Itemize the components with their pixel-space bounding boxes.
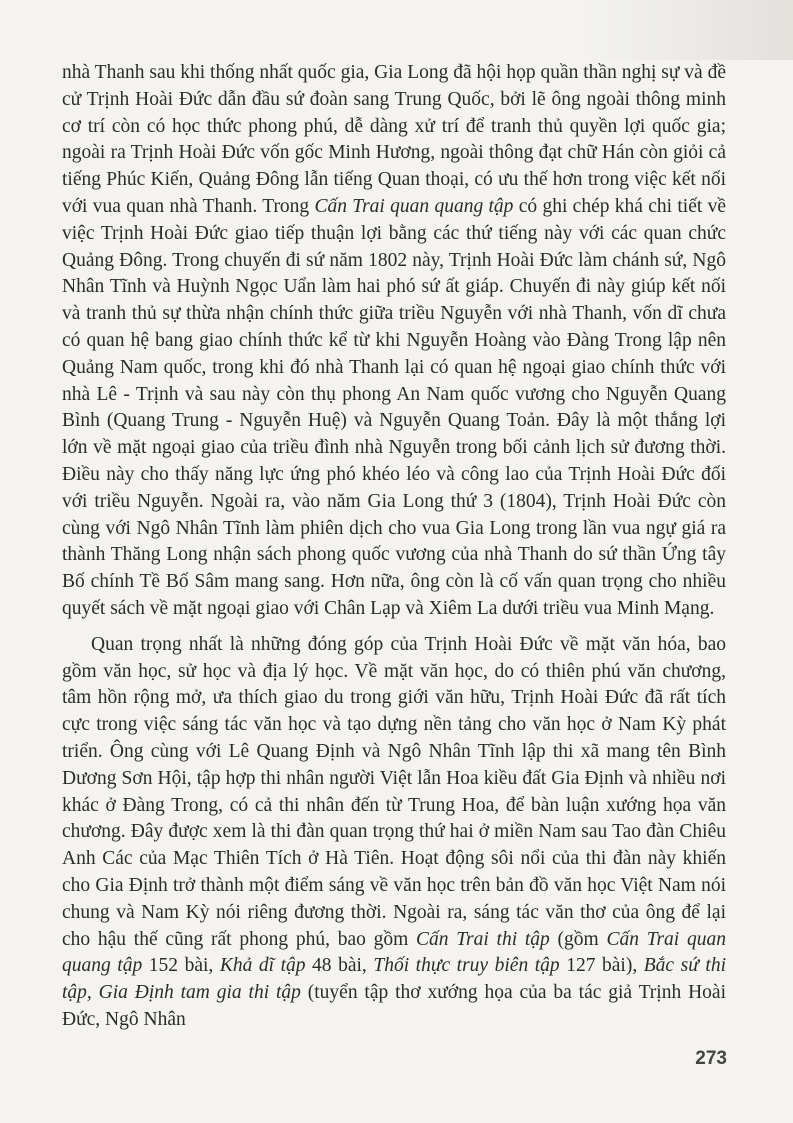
text-run: 127 bài),: [559, 955, 644, 977]
text-run: (gồm: [549, 928, 607, 950]
scan-shadow: [583, 0, 793, 60]
text-run: Quan trọng nhất là những đóng góp của Trịnh Hoài Đức về mặt văn hóa, bao gồm văn học, sử học và địa lý học. Về mặt văn học, do có thiên phú văn chương, tâm hồn rộng mở, ưa thích giao du trong giới văn hữu, Trịnh Hoài Đức đã rất tích cực trong việc sáng tác văn học và tạo dựng nền tảng cho văn học ở Nam Kỳ phát triển. Ông cùng với Lê Quang Định và Ngô Nhân Tĩnh lập thi xã mang tên Bình Dương Sơn Hội, tập hợp thi nhân người Việt lẫn Hoa kiều đất Gia Định và nhiều nơi khác ở Đàng Trong, có cả thi nhân đến từ Trung Hoa, để bàn luận xướng họa văn chương. Đây được xem là thi đàn quan trọng thứ hai ở miền Nam sau Tao đàn Chiêu Anh Các của Mạc Thiên Tích ở Hà Tiên. Hoạt động sôi nổi của thi đàn này khiến cho Gia Định trở thành một điểm sáng về văn học trên bản đồ văn học Việt Nam nói chung và Nam Kỳ nói riêng đương thời. Ngoài ra, sáng tác văn thơ của ông để lại cho hậu thế cũng rất phong phú, bao gồm: [62, 633, 726, 950]
text-run: có ghi chép khá chi tiết về việc Trịnh Hoài Đức giao tiếp thuận lợi bằng các thứ tiếng này với các quan chức Quảng Đông. Trong chuyến đi sứ năm 1802 này, Trịnh Hoài Đức làm chánh sứ, Ngô Nhân Tĩnh và Huỳnh Ngọc Uẩn làm hai phó sứ ất giáp. Chuyến đi này giúp kết nối và tranh thủ sự thừa nhận chính thức giữa triều Nguyễn với nhà Thanh, vốn dĩ chưa có quan hệ bang giao chính thức kể từ khi Nguyễn Hoàng vào Đàng Trong lập nên Quảng Nam quốc, trong khi đó nhà Thanh lại có quan hệ ngoại giao chính thức với nhà Lê - Trịnh và sau này còn thụ phong An Nam quốc vương cho Nguyễn Quang Bình (Quang Trung - Nguyễn Huệ) và Nguyễn Quang Toản. Đây là một thắng lợi lớn về mặt ngoại giao của triều đình nhà Nguyễn trong bối cảnh lịch sử đương thời. Điều này cho thấy năng lực ứng phó khéo léo và công lao của Trịnh Hoài Đức đối với triều Nguyễn. Ngoài ra, vào năm Gia Long thứ 3 (1804), Trịnh Hoài Đức còn cùng với Ngô Nhân Tĩnh làm phiên dịch cho vua Gia Long trong lần vua ngự giá ra thành Thăng Long nhận sách phong quốc vương của nhà Thanh do sứ thần Ứng tây Bố chính Tề Bố Sâm mang sang. Hơn nữa, ông còn là cố vấn quan trọng cho nhiều quyết sách về mặt ngoại giao với Chân Lạp và Xiêm La dưới triều vua Minh Mạng.: [62, 195, 727, 619]
text-run: 152 bài,: [142, 955, 220, 977]
page-number: 273: [695, 1048, 727, 1069]
text-run: 48 bài,: [305, 955, 374, 977]
book-title: Thối thực truy biên tập: [373, 955, 560, 977]
text-run: nhà Thanh sau khi thống nhất quốc gia, Gia Long đã hội họp quần thần nghị sự và đề cử Trịnh Hoài Đức dẫn đầu sứ đoàn sang Trung Quốc, bởi lẽ ông ngoài thông minh cơ trí còn có học thức phong phú, dễ dàng xử trí để tranh thủ quyền lợi quốc gia; ngoài ra Trịnh Hoài Đức vốn gốc Minh Hương, ngoài thông đạt chữ Hán còn giỏi cả tiếng Phúc Kiến, Quảng Đông lẫn tiếng Quan thoại, có ưu thế hơn trong việc kết nối với vua quan nhà Thanh. Trong: [62, 62, 726, 217]
book-title: Bắc sứ thi tập, Gia Định tam gia thi tập: [62, 955, 726, 1004]
paragraph-2: [62, 632, 726, 1034]
book-title: Khả dĩ tập: [219, 955, 306, 977]
text-run: (tuyển tập thơ xướng họa của ba tác giả Trịnh Hoài Đức, Ngô Nhân: [62, 982, 726, 1030]
book-title: Cấn Trai quan quang tập: [314, 195, 514, 217]
paragraph-1: [62, 60, 726, 623]
book-title: Cấn Trai thi tập: [416, 928, 550, 950]
book-title: Cấn Trai quan quang tập: [62, 928, 726, 977]
body-text: [62, 60, 726, 1034]
